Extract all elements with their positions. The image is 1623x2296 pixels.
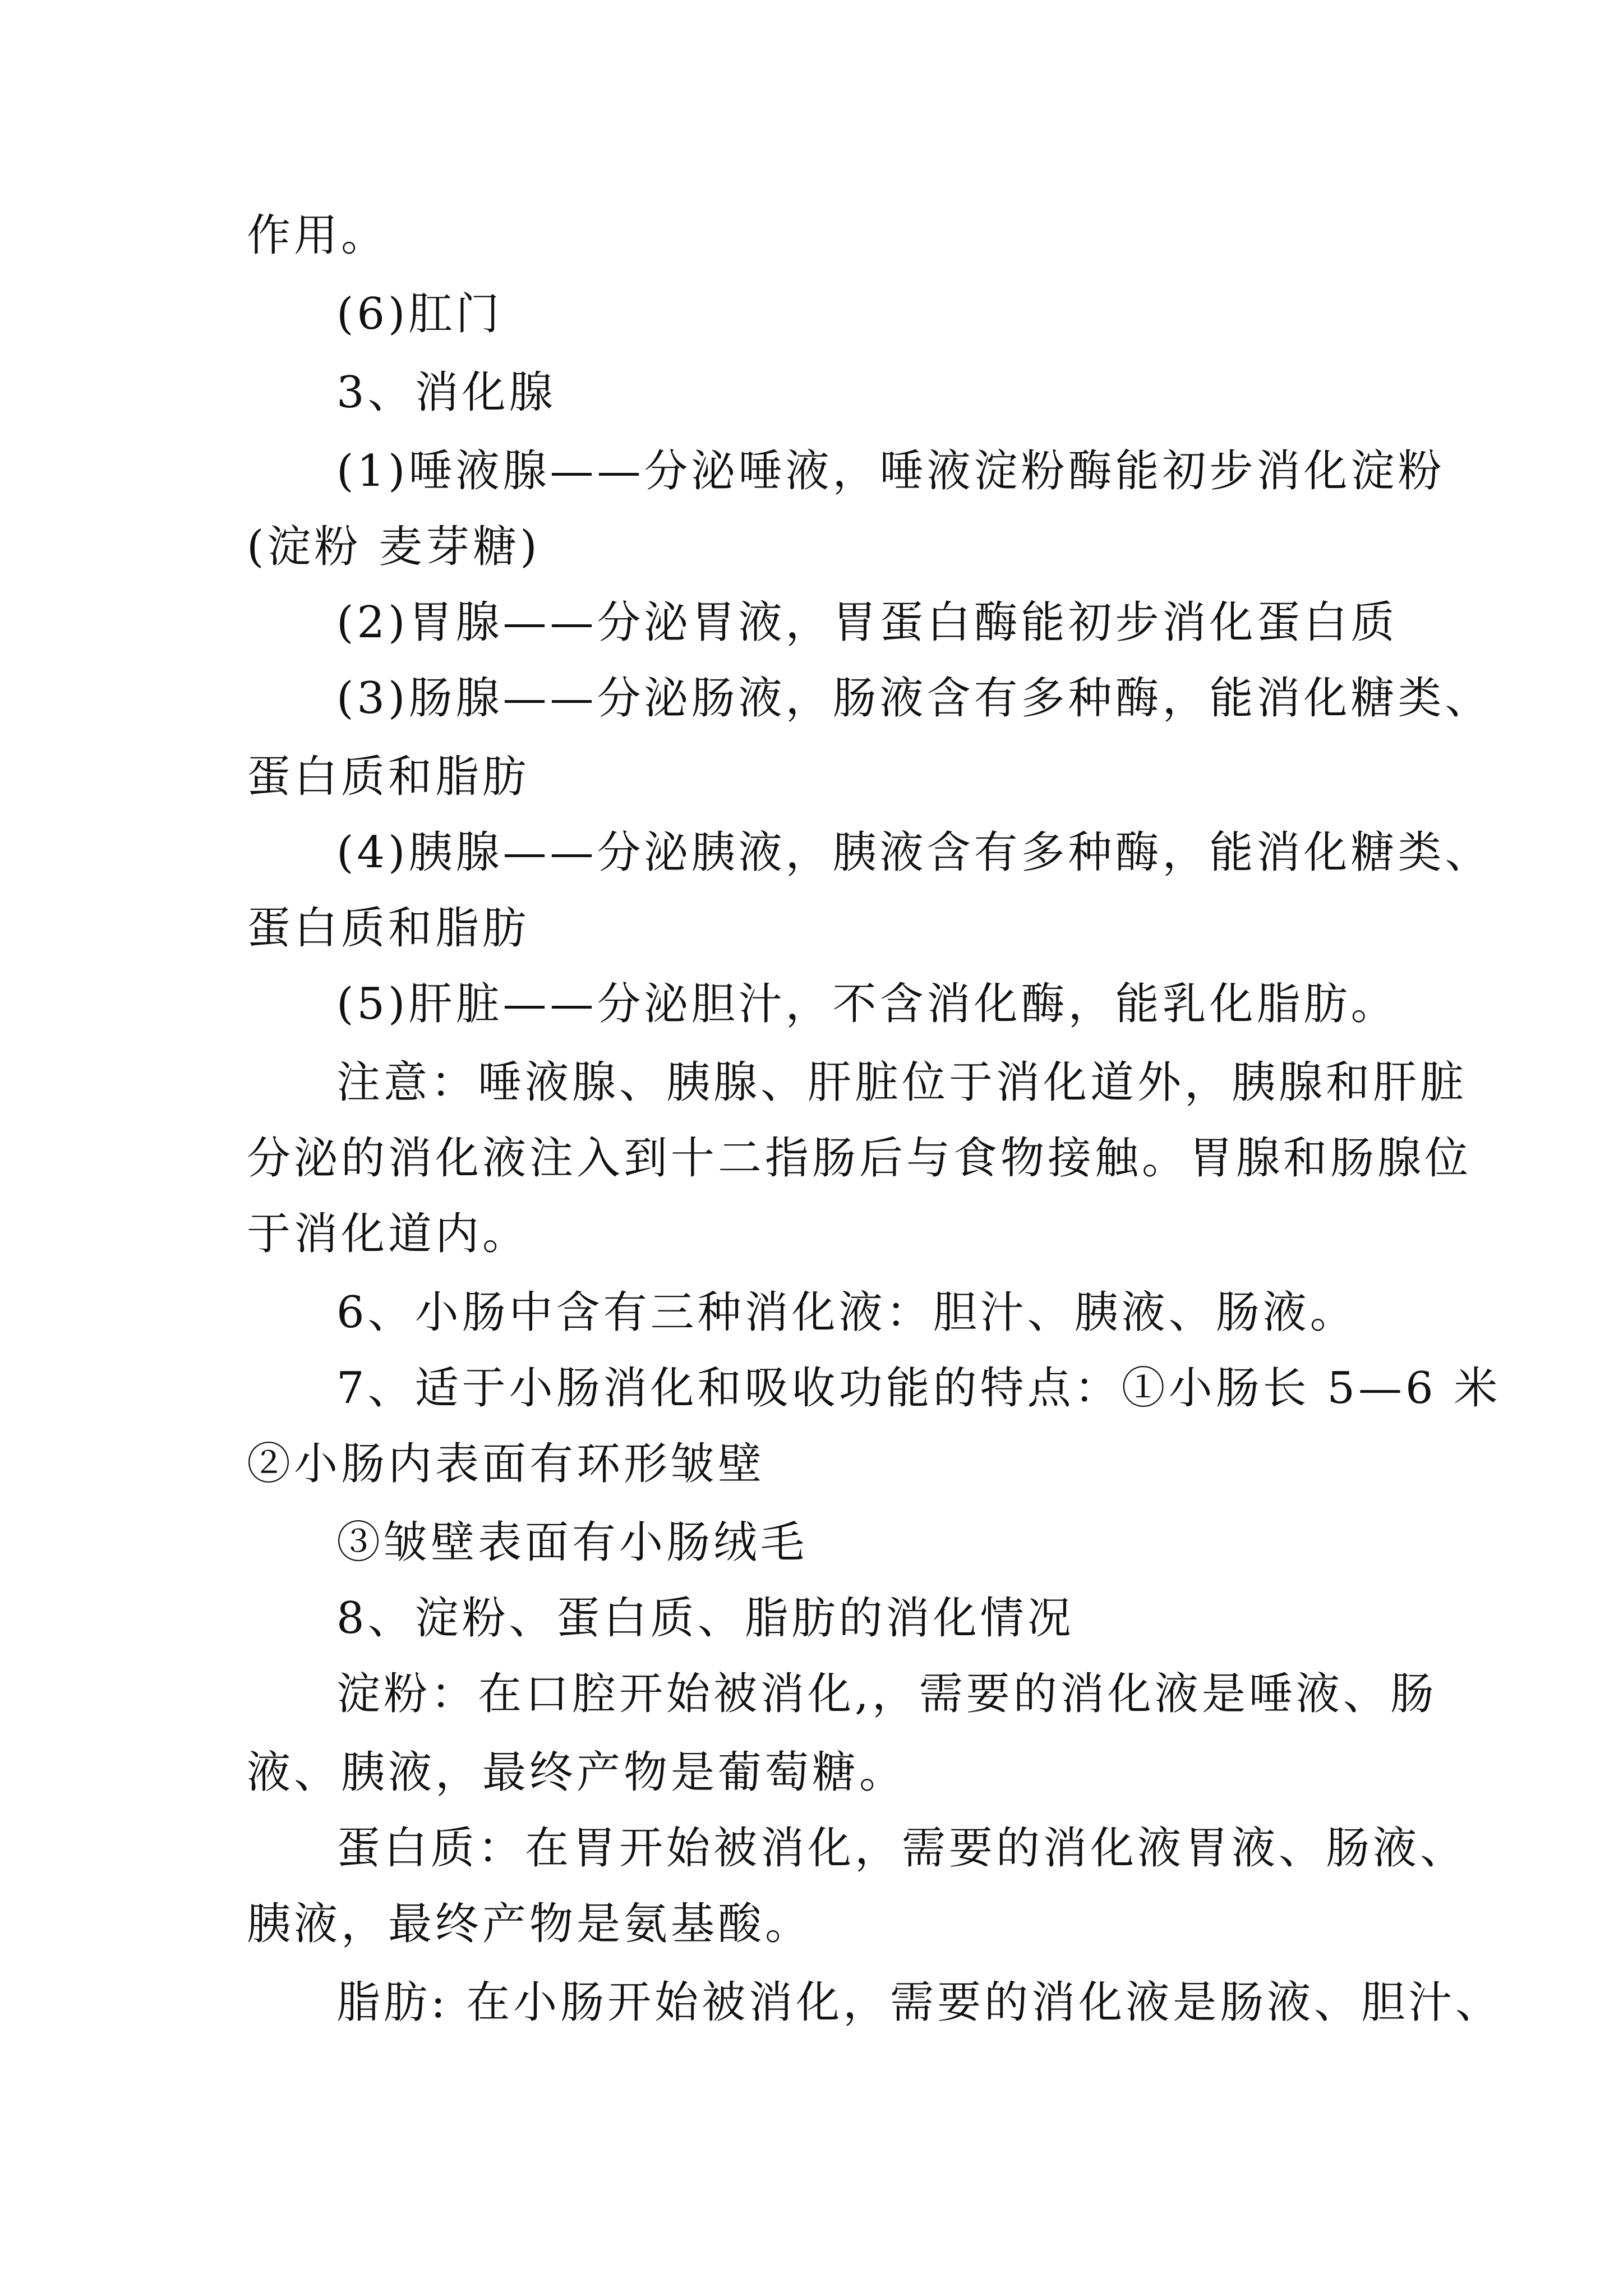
text-line: ②小肠内表面有环形皱壁 [247,1439,766,1489]
text-line: 注意：唾液腺、胰腺、肝脏位于消化道外，胰腺和肝脏 [336,1057,1468,1108]
text-line: (5)肝脏——分泌胆汁，不含消化酶，能乳化脂肪。 [336,979,1398,1029]
text-line: 脂肪: 在小肠开始被消化，需要的消化液是肠液、胆汁、 [336,1977,1503,2028]
text-line: 蛋白质和脂肪 [247,752,530,802]
text-line: 作用。 [247,210,389,261]
text-line: 3、消化腺 [336,367,556,418]
text-line: (1)唾液腺——分泌唾液，唾液淀粉酶能初步消化淀粉 [336,446,1445,496]
text-line: 6、小肠中含有三种消化液：胆汁、胰液、肠液。 [336,1287,1357,1338]
text-line: 分泌的消化液注入到十二指肠后与食物接触。胃腺和肠腺位 [247,1133,1472,1184]
text-line: 8、淀粉、蛋白质、脂肪的消化情况 [336,1593,1075,1644]
text-line: (淀粉 麦芽糖) [247,522,541,572]
text-line: (6)肛门 [336,289,503,339]
text-line: 于消化道内。 [247,1209,530,1259]
text-line: (2)胃腺——分泌胃液，胃蛋白酶能初步消化蛋白质 [336,597,1398,648]
text-line: 液、胰液，最终产物是葡萄糖。 [247,1747,907,1798]
text-line: 胰液，最终产物是氨基酸。 [247,1899,813,1949]
text-line: (4)胰腺——分泌胰液，胰液含有多种酶，能消化糖类、 [336,827,1492,878]
text-line: 7、适于小肠消化和吸收功能的特点：①小肠长 5—6 米 [336,1363,1501,1414]
text-line: 蛋白质：在胃开始被消化，需要的消化液胃液、肠液、 [336,1823,1468,1874]
text-line: 蛋白质和脂肪 [247,903,530,954]
text-line: ③皱壁表面有小肠绒毛 [336,1517,808,1568]
text-line: 淀粉：在口腔开始被消化,，需要的消化液是唾液、肠 [336,1669,1437,1719]
text-line: (3)肠腺——分泌肠液，肠液含有多种酶，能消化糖类、 [336,673,1492,724]
